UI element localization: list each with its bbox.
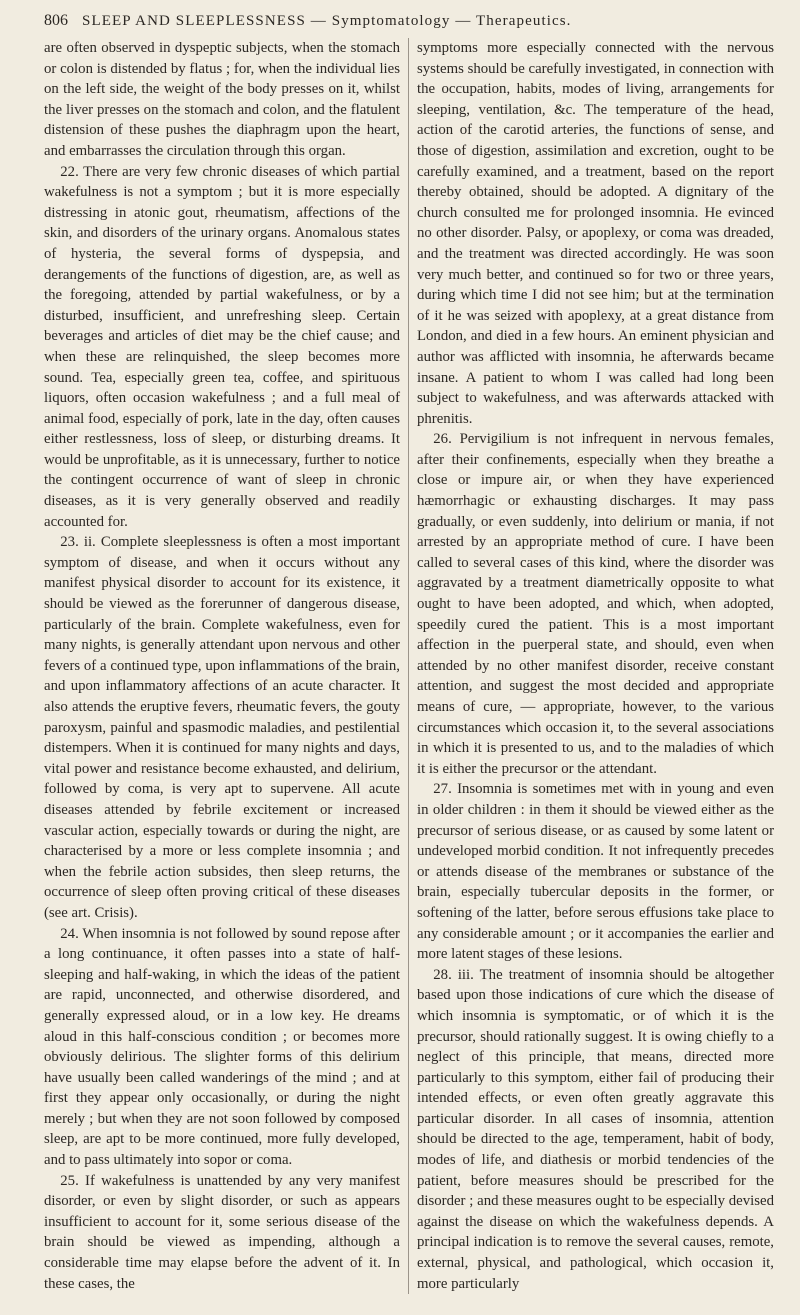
running-title: SLEEP AND SLEEPLESSNESS — Symptomatology — Therapeutics. [82,13,572,29]
paragraph-22: 22. There are very few chronic diseases of which partial wakefulness is not a symptom ; but it is more especially distressing in atonic gout, rheumatism, affections of the skin, and disorders of the urinary organs. Anomalous states of hysteria, the several forms of dyspepsia, and derangements of the functions of digestion, are, as well as the foregoing, attended by partial wakefulness, or by a disturbed, insufficient, and unrefreshing sleep. Certain beverages and articles of diet may be the chief cause; and when these are relinquished, the sleep becomes more sound. Tea, especially green tea, coffee, and spirituous liquors, often occasion wakefulness ; and a full meal of animal food, especially of pork, late in the day, often causes either restlessness, loss of sleep, or disturbing dreams. It would be unprofitable, as it is unnecessary, further to notice the contingent occurrence of want of sleep in chronic diseases, as it is very generally observed and readily accounted for. [44,163,400,530]
left-column [44,38,409,1294]
running-header [44,12,774,34]
paragraph-26: 26. Pervigilium is not infrequent in nervous females, after their confinements, especially when they breathe a close or impure air, or when they have experienced hæmorrhagic or exhausting discharges. It may pass gradually, or even suddenly, into delirium or mania, if not arrested by an appropriate method of cure. I have been called to several cases of this kind, where the disorder was aggravated by a treatment diametrically opposite to what ought to have been adopted, and which, when adopted, speedily cured the patient. This is a most important affection in the puerperal state, and should, even when attended by no other manifest disorder, receive constant attention, and suggest the most decided and appropriate means of cure, — appropriate, however, to the various circumstances which occasion it, to the several associations in which it is presented to us, and to the maladies of which it is either the precursor or the attendant. [417,431,774,777]
text-columns [44,38,774,1294]
right-column [409,38,774,1294]
paragraph-continued: are often observed in dyspeptic subjects, when the stomach or colon is distended by flatus ; for, when the individual lies on the left side, the weight of the body presses on it, whilst the liver presses on the stomach and colon, and the flatulent distension of these pushes the diaphragm upon the heart, and embarrasses the circulation through this organ. [44,40,400,159]
paragraph-28: 28. iii. The treatment of insomnia should be altogether based upon those indications of cure which the disease of which insomnia is symptomatic, or of which it is the precursor, should rationally suggest. It is owing chiefly to a neglect of this principle, that means, directed more particularly to this symptom, either fail of producing their intended effects, or even often greatly aggravate this particular disorder. In all cases of insomnia, attention should be directed to the age, temperament, habit of body, modes of life, and diathesis or morbid tendencies of the patient, before measures should be prescribed for the disorder ; and these measures ought to be especially devised against the disease on which the wakefulness depends. A principal indication is to remove the several causes, remote, external, physical, and pathological, which occasion it, more particularly [417,966,774,1292]
paragraph-27: 27. Insomnia is sometimes met with in young and even in older children : in them it should be viewed either as the precursor of serious disease, or as caused by some latent or undeveloped morbid condition. It not infrequently precedes or attends disease of the membranes or substance of the brain, especially tubercular deposits in the former, or softening of the latter, before serous effusions take place to any considerable amount ; or it accompanies the earlier and more latent stages of these lesions. [417,781,774,963]
paragraph-23: 23. ii. Complete sleeplessness is often a most important symptom of disease, and when it occurs without any manifest physical disorder to account for its existence, it should be viewed as the forerunner of dangerous disease, particularly of the brain. Complete wakefulness, even for many nights, is generally attendant upon nervous and other fevers of a continued type, upon inflammations of the brain, and upon inflammatory affections of an acute character. It also attends the eruptive fevers, rheumatic fevers, the gouty paroxysm, painful and spasmodic maladies, and pestilential distempers. When it is continued for many nights and days, vital power and resistance become exhausted, and delirium, followed by coma, is very apt to supervene. All acute diseases attended by febrile excitement or increased vascular action, especially towards or during the night, are characterised by a more or less complete insomnia ; and when the febrile action subsides, then sleep returns, the occurrence of sleep often proving critical of these diseases (see art. Crisis). [44,534,400,921]
paragraph-24: 24. When insomnia is not followed by sound repose after a long continuance, it often passes into a state of half-sleeping and half-waking, in which the ideas of the patient are rapid, unconnected, and otherwise disordered, and generally expressed aloud, or in a low key. He dreams aloud in this half-conscious condition ; or becomes more obviously delirious. The slighter forms of this delirium have usually been called wanderings of the mind ; and at first they appear only occasionally, or during the night merely ; but when they are not soon followed by composed sleep, are apt to be more continued, more fully developed, and to pass ultimately into sopor or coma. [44,925,400,1169]
page-number: 806 [44,12,68,29]
paragraph-25-continued: symptoms more especially connected with the nervous systems should be carefully investigated, in connection with the occupation, habits, modes of living, arrangements for sleeping, ventilation, &c. The temperature of the head, action of the carotid arteries, the functions of sense, and those of digestion, assimilation and excretion, ought to be carefully examined, and a treatment, based on the report thereby obtained, should be adopted. A dignitary of the church consulted me for prolonged insomnia. He evinced no other disorder. Palsy, or apoplexy, or coma was dreaded, and the treatment was directed accordingly. He was soon very much better, and continued so for two or three years, during which time I did not see him; but at the termination of it he was seized with apoplexy, at a great distance from London, and died in a few hours. An eminent physician and author was afflicted with insomnia, he afterwards became insane. A patient to whom I was called had long been subject to wakefulness, and was afterwards attacked with phrenitis. [417,40,774,427]
paragraph-25: 25. If wakefulness is unattended by any very manifest disorder, or even by slight disorder, or such as appears insufficient to account for it, some serious disease of the brain should be viewed as impending, although a considerable time may elapse before the advent of it. In these cases, the [44,1172,400,1292]
